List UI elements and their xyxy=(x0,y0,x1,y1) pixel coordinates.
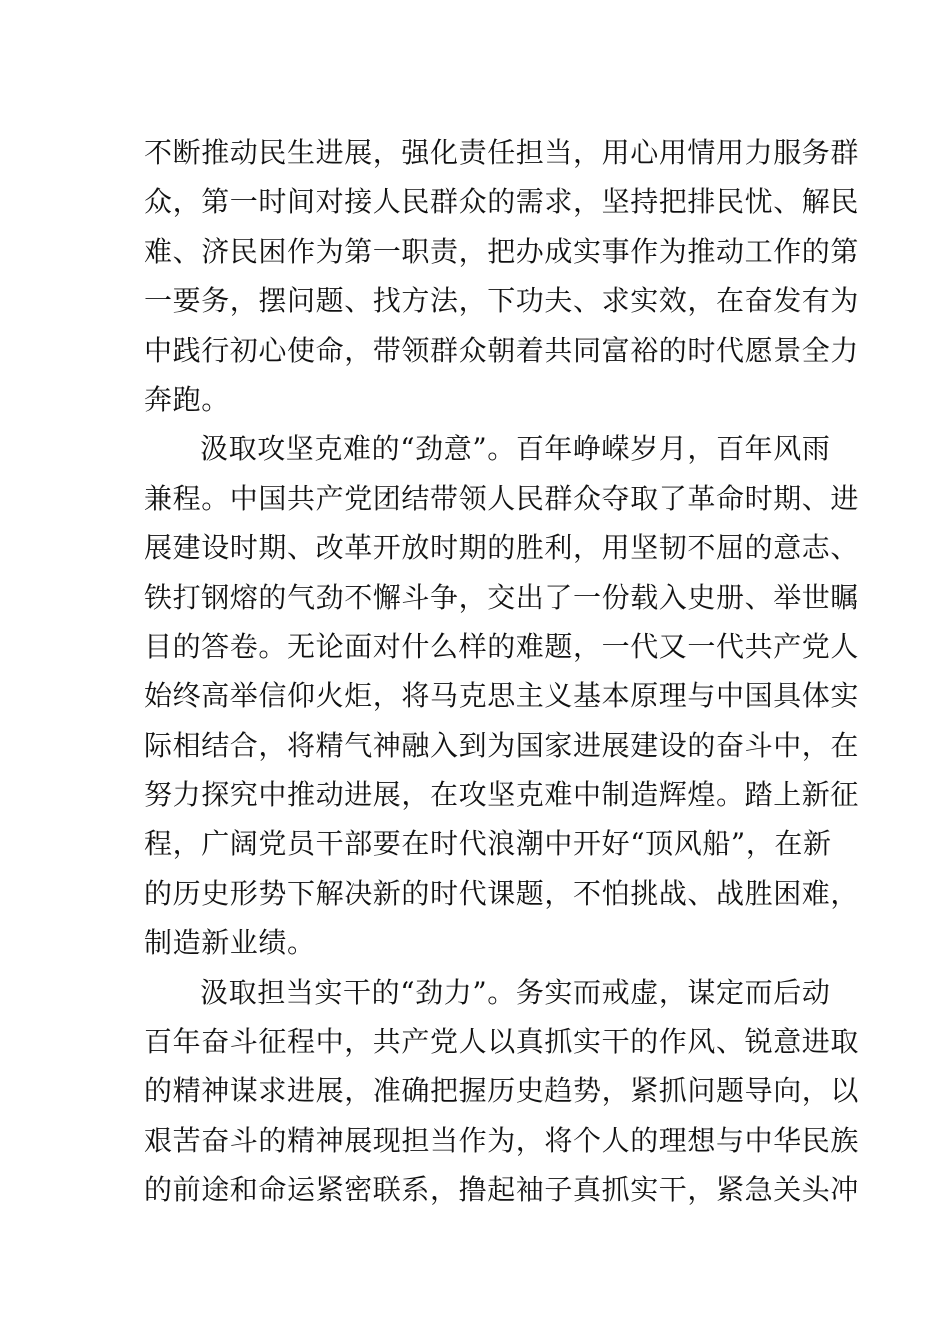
text-line: 展建设时期、改革开放时期的胜利，用坚韧不屈的意志、 xyxy=(144,531,860,565)
text-line: 难、济民困作为第一职责，把办成实事作为推动工作的第 xyxy=(144,234,860,268)
text-line-indented: 汲取担当实干的“劲力”。务实而戒虚，谋定而后动 xyxy=(200,975,831,1009)
text-line: 艰苦奋斗的精神展现担当作为，将个人的理想与中华民族 xyxy=(144,1123,860,1157)
text-line: 的精神谋求进展，准确把握历史趋势，紧抓问题导向，以 xyxy=(144,1074,860,1108)
text-line-indented: 汲取攻坚克难的“劲意”。百年峥嵘岁月，百年风雨 xyxy=(200,432,831,466)
text-line: 程，广阔党员干部要在时代浪潮中开好“顶风船”，在新 xyxy=(144,827,832,861)
paragraph-jinyi xyxy=(144,424,860,967)
text-line: 的历史形势下解决新的时代课题，不怕挑战、战胜困难， xyxy=(144,876,860,910)
text-line: 的前途和命运紧密联系，撸起袖子真抓实干，紧急关头冲 xyxy=(144,1173,860,1207)
text-line: 制造新业绩。 xyxy=(144,926,316,960)
text-line: 际相结合，将精气神融入到为国家进展建设的奋斗中，在 xyxy=(144,728,860,762)
paragraph-continued xyxy=(144,128,860,424)
text-line: 奔跑。 xyxy=(144,382,230,416)
text-line: 不断推动民生进展，强化责任担当，用心用情用力服务群 xyxy=(144,136,860,169)
text-line: 众，第一时间对接人民群众的需求，坚持把排民忧、解民 xyxy=(144,185,860,219)
document-body xyxy=(144,128,860,1215)
text-line: 铁打钢熔的气劲不懈斗争，交出了一份载入史册、举世瞩 xyxy=(144,580,860,614)
text-line: 一要务，摆问题、找方法，下功夫、求实效，在奋发有为 xyxy=(144,284,860,318)
text-line: 目的答卷。无论面对什么样的难题，一代又一代共产党人 xyxy=(144,629,860,663)
text-line: 兼程。中国共产党团结带领人民群众夺取了革命时期、进 xyxy=(144,481,860,515)
text-line: 中践行初心使命，带领群众朝着共同富裕的时代愿景全力 xyxy=(144,333,860,367)
text-line: 努力探究中推动进展，在攻坚克难中制造辉煌。踏上新征 xyxy=(144,778,860,812)
text-line: 百年奋斗征程中，共产党人以真抓实干的作风、锐意进取 xyxy=(144,1025,860,1059)
text-line: 始终高举信仰火炬，将马克思主义基本原理与中国具体实 xyxy=(144,679,860,713)
paragraph-jinli xyxy=(144,968,860,1215)
